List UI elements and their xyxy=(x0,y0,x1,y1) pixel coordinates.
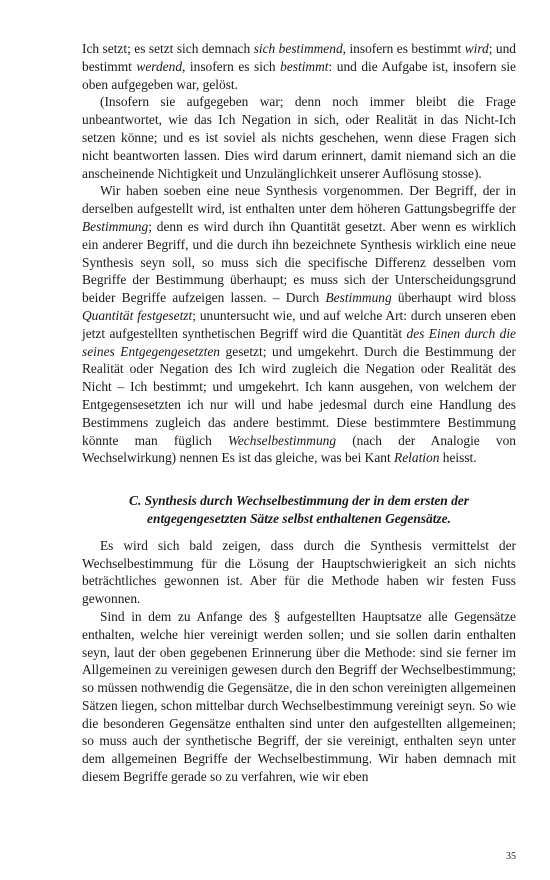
paragraph-method: Es wird sich bald zeigen, dass durch die Synthesis vermittelst der Wechselbestimmung für die Lösung der Hauptschwierigkeit an sich nichts beträchtliches gewonnen ist. Aber für die Methode haben wir festen Fuss gewonnen. xyxy=(82,537,516,607)
paragraph-synthesis: Wir haben soeben eine neue Synthesis vorgenommen. Der Begriff, der in derselben aufgestellt wird, ist enthalten unter dem höheren Gattungsbegriffe der Bestimmung; denn es wird durch ihn Quantität gesetzt. Aber wenn es wirklich ein anderer Begriff, und die durch ihn bezeichnete Synthesis wirklich eine neue Synthesis seyn soll, so muss sich die specifische Differenz desselben vom Begriffe der Bestimmung überhaupt; es muss sich der Unterscheidungsgrund beider Begriffe aufzeigen lassen. – Durch Bestimmung überhaupt wird bloss Quantität festgesetzt; ununtersucht wie, und auf welche Art: durch unseren eben jetzt aufgestellten synthetischen Begriff wird die Quantität des Einen durch die seines Entgegengesetzten gesetzt; und umgekehrt. Durch die Bestimmung der Realität oder Negation des Ich wird zugleich die Negation oder Realität des Nicht – Ich bestimmt; und umgekehrt. Ich kann ausgehen, von welchem der Entgegensesetzten ich nur will und habe jedesmal durch eine Handlung des Bestimmens zugleich das andere bestimmt. Diese bestimmtere Bestimmung könnte man füglich Wechselbestimmung (nach der Analogie von Wechselwirkung) nennen Es ist das gleiche, was bei Kant Relation heisst. xyxy=(82,183,516,466)
paragraph-parenthetical: (Insofern sie aufgegeben war; denn noch immer bleibt die Frage unbeantwortet, wie das Ich Negation in sich, oder Realität in das Nicht-Ich setzen könne; und es ist soviel als nichts geschehen, wenn diese Fragen sich nicht beantworten lassen. Dies wird darum erinnert, damit niemand sich an die anscheinende Nichtigkeit und Unzulänglichkeit unserer Auflösung stosse). xyxy=(82,94,516,181)
section-heading-line-2: entgegengesetzten Sätze selbst enthaltenen Gegensätze. xyxy=(147,510,451,526)
section-heading-line-1: C. Synthesis durch Wechselbestimmung der in dem ersten der xyxy=(129,493,469,509)
paragraph-hauptsatz: Sind in dem zu Anfange des § aufgestellten Hauptsatze alle Gegensätze enthalten, welche hier vereinigt werden sollen; und sie sollen darin enthalten seyn, laut der oben gegebenen Erinnerung über die Methode: sind sie ferner im Allgemeinen zu vereinigen gewesen durch den Begriff der Wechselbestimmung; so müssen nothwendig die Gegensätze, die in den schon vereinigten allgemeinen Sätzen liegen, schon mittelbar durch Wechselbestimmung vereinigt seyn. So wie die besonderen Gegensätze enthalten sind unter den aufgestellten allgemeinen; so muss auch der synthetische Begriff, der sie vereinigt, enthalten seyn unter dem allgemeinen Begriffe der Wechselbestimmung. Wir haben demnach mit diesem Begriffe gerade so zu verfahren, wie wir eben xyxy=(82,608,516,785)
page-body xyxy=(82,40,516,786)
page-number: 35 xyxy=(506,851,516,862)
section-heading xyxy=(82,492,516,528)
paragraph-continuation: Ich setzt; es setzt sich demnach sich bestimmend, insofern es bestimmt wird; und bestimmt werdend, insofern es sich bestimmt: und die Aufgabe ist, insofern sie oben aufgegeben war, gelöst. xyxy=(82,41,517,92)
